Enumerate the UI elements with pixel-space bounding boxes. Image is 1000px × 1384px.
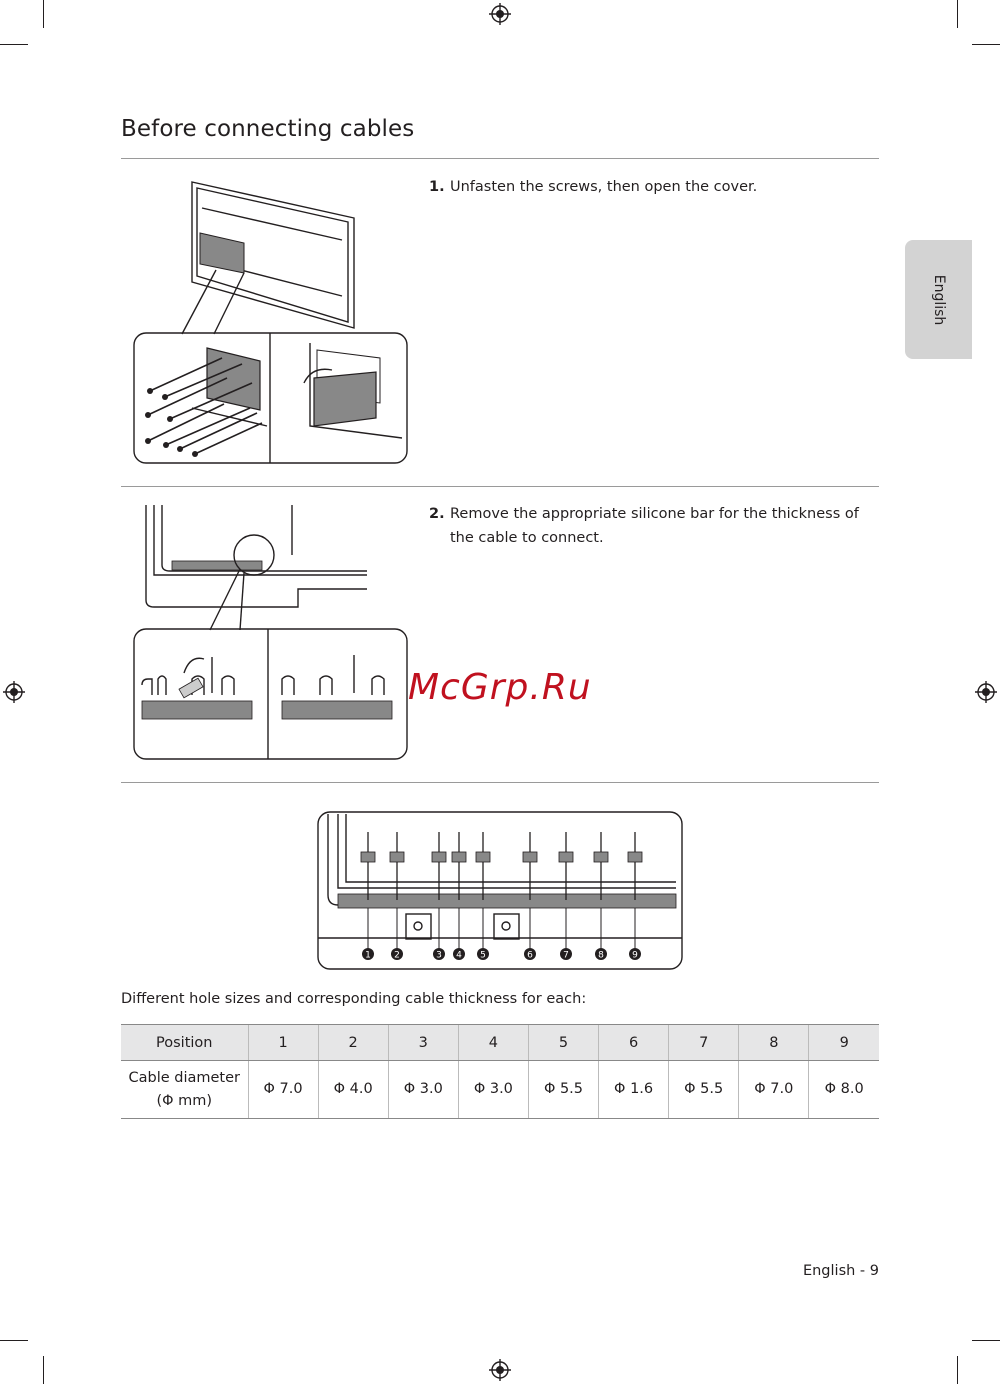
table-cell: Φ 3.0 — [458, 1061, 528, 1119]
table-row-label — [121, 1061, 248, 1119]
silicone-peg — [559, 832, 573, 900]
table-cell: Φ 4.0 — [318, 1061, 388, 1119]
silicone-peg — [432, 832, 446, 900]
hole-number-label: 2 — [394, 950, 400, 961]
crop-mark — [43, 1356, 44, 1384]
row-label-line: (Φ mm) — [156, 1092, 213, 1109]
table-cell: Φ 3.0 — [388, 1061, 458, 1119]
silicone-peg — [594, 832, 608, 900]
silicone-peg — [476, 832, 490, 900]
table-header-cell: Position — [121, 1025, 248, 1061]
silicone-peg — [452, 832, 466, 900]
table-header-cell: 4 — [458, 1025, 528, 1061]
hole-number-label: 5 — [480, 950, 486, 961]
cable-diameter-table — [121, 1024, 879, 1119]
watermark: McGrp.Ru — [408, 667, 592, 708]
step-text: Unfasten the screws, then open the cover. — [450, 179, 758, 195]
divider — [121, 782, 879, 783]
crop-mark — [972, 44, 1000, 45]
crop-mark — [0, 44, 28, 45]
registration-mark-icon — [3, 681, 25, 703]
table-cell: Φ 8.0 — [809, 1061, 879, 1119]
hole-number-label: 1 — [365, 950, 371, 961]
table-cell: Φ 7.0 — [739, 1061, 809, 1119]
hole-number-label: 3 — [436, 950, 442, 961]
table-row — [121, 1061, 879, 1119]
table-header-cell: 5 — [528, 1025, 598, 1061]
hole-number-label: 4 — [456, 950, 462, 961]
crop-mark — [957, 0, 958, 28]
table-intro: Different hole sizes and corresponding cable thickness for each: — [121, 991, 587, 1007]
language-tab-label: English — [930, 274, 947, 325]
silicone-peg — [628, 832, 642, 900]
table-header-cell: 2 — [318, 1025, 388, 1061]
hole-number-label: 9 — [632, 950, 638, 961]
crop-mark — [0, 1340, 28, 1341]
crop-mark — [957, 1356, 958, 1384]
crop-mark — [972, 1340, 1000, 1341]
table-header-cell: 6 — [599, 1025, 669, 1061]
hole-number-label: 7 — [563, 950, 569, 961]
silicone-bar-illustration — [132, 505, 410, 763]
registration-mark-icon — [489, 1359, 511, 1381]
table-header-cell: 3 — [388, 1025, 458, 1061]
table-header-cell: 9 — [809, 1025, 879, 1061]
step-number: 2. — [429, 506, 445, 522]
page-footer: English - 9 — [802, 1263, 879, 1279]
language-tab — [905, 240, 972, 359]
hole-number-label: 6 — [527, 950, 533, 961]
step-number: 1. — [429, 179, 445, 195]
page-title: Before connecting cables — [121, 116, 415, 142]
table-header-row — [121, 1025, 879, 1061]
crop-mark — [43, 0, 44, 28]
step-2 — [429, 502, 879, 550]
tv-back-cover-illustration — [132, 178, 410, 466]
silicone-peg — [523, 832, 537, 900]
table-header-cell: 1 — [248, 1025, 318, 1061]
registration-mark-icon — [975, 681, 997, 703]
silicone-peg — [361, 832, 375, 900]
step-1 — [429, 175, 879, 199]
table-cell: Φ 5.5 — [669, 1061, 739, 1119]
step-text: Remove the appropriate silicone bar for the thickness of the cable to connect. — [450, 506, 859, 546]
silicone-peg — [390, 832, 404, 900]
table-header-cell: 8 — [739, 1025, 809, 1061]
divider — [121, 486, 879, 487]
table-cell: Φ 5.5 — [528, 1061, 598, 1119]
registration-mark-icon — [489, 3, 511, 25]
hole-number-label: 8 — [598, 950, 604, 961]
cable-holes-illustration — [316, 810, 684, 972]
table-cell: Φ 7.0 — [248, 1061, 318, 1119]
divider — [121, 158, 879, 159]
table-header-cell: 7 — [669, 1025, 739, 1061]
table-cell: Φ 1.6 — [599, 1061, 669, 1119]
row-label-line: Cable diameter — [128, 1069, 240, 1086]
